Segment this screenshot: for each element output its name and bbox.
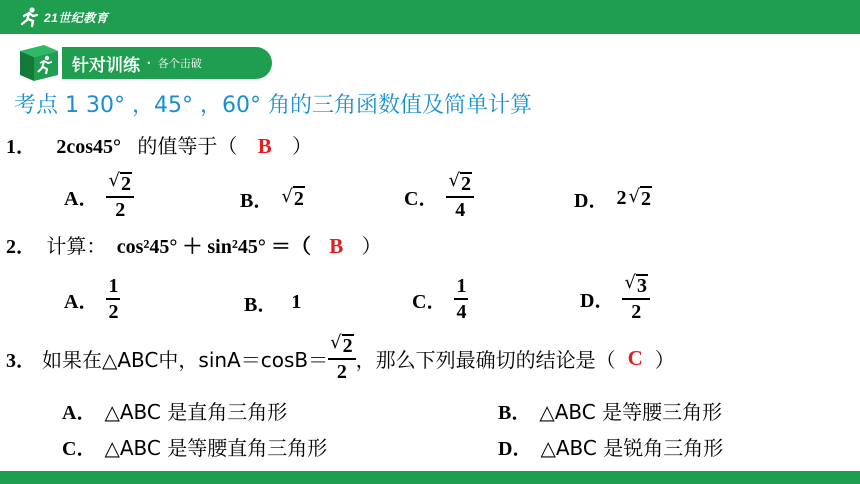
option-label: B． [244,294,278,316]
option-label: A． [64,290,99,313]
question-close: ） [292,134,313,158]
q3-option-b [498,396,722,425]
fraction-numerator: 3 [636,275,647,297]
sqrt-sign: √ [448,170,460,191]
answer-mark: B [329,234,344,258]
option-text: △ABC 是锐角三角形 [540,436,724,460]
fraction [446,172,473,220]
sqrt-sign: √ [624,272,636,293]
option-label: A． [62,402,97,424]
site-logo [18,5,108,29]
fraction-numerator: 2 [460,173,471,195]
q3-option-d [498,432,723,461]
coefficient: 2 [616,187,627,209]
banner-subtitle: 各个击破 [157,57,202,70]
question-text: 计算： [46,234,107,258]
q3-option-c [62,432,327,461]
question-2 [6,230,382,259]
option-label: C． [412,290,447,313]
option-label: A． [64,187,99,210]
fraction-numerator: 1 [106,276,120,300]
question-text-cont: ，那么下列最确切的结论是（ [355,347,616,372]
q1-option-c [404,172,474,220]
option-label: D． [580,289,615,312]
option-value: 1 [291,291,302,313]
bottom-footer-bar [0,471,860,484]
question-text: 的值等于（ [137,134,238,158]
option-label: D． [498,438,533,460]
fraction-denominator: 2 [336,361,347,383]
fraction [454,276,468,322]
question-text: 如果在△ABC中，sinA＝cosB＝ [42,347,329,372]
option-text: △ABC 是等腰三角形 [539,400,723,424]
sqrt-expression [628,186,651,211]
radicand: 2 [640,188,651,210]
sqrt-sign: √ [628,186,640,207]
cube-runner-icon [14,43,64,83]
banner-title: 针对训练 [72,55,140,76]
sqrt-sign: √ [281,186,293,207]
option-text: △ABC 是直角三角形 [104,400,288,424]
option-label: B． [240,190,274,212]
option-label: C． [404,187,439,210]
question-1 [6,130,312,159]
fraction-denominator: 2 [108,301,119,323]
question-close: ） [654,347,675,372]
fraction [622,274,649,322]
fraction-numerator: 2 [120,173,131,195]
option-label: B． [498,402,532,424]
banner-separator: · [146,52,152,74]
logo-text: 21世纪教育 [44,10,109,25]
radicand: 2 [293,188,304,210]
answer-mark: C [627,345,643,370]
question-close: ） [361,234,382,258]
question-number: 1． [6,136,36,158]
fraction-numerator: 1 [454,276,468,300]
q2-option-d [580,274,650,322]
question-3 [6,334,675,382]
question-number: 2． [6,236,36,258]
option-label: C． [62,438,97,460]
question-number: 3． [6,349,36,372]
q2-option-a [64,276,120,322]
fraction [328,334,355,382]
q3-option-a [62,396,287,425]
q1-option-b [240,184,305,213]
fraction-numerator: 2 [342,335,353,357]
fraction [106,172,133,220]
option-text: △ABC 是等腰直角三角形 [104,436,328,460]
fraction-denominator: 4 [456,301,467,323]
fraction [106,276,120,322]
sqrt-expression [281,186,304,211]
fraction-denominator: 4 [455,199,466,221]
banner-tab [62,47,272,79]
answer-mark: B [257,134,272,158]
top-header-bar [0,0,860,34]
q1-option-d [574,184,652,213]
option-label: D． [574,190,609,212]
sqrt-sign: √ [108,170,120,191]
fraction-denominator: 2 [631,301,642,323]
topic-heading: 考点 1 30° ，45° ，60° 角的三角函数值及简单计算 [14,93,532,118]
q1-option-a [64,172,134,220]
question-expression: cos²45° ＋ sin²45° ＝（ [116,236,311,258]
sqrt-sign: √ [330,332,342,353]
q2-option-b [244,288,301,317]
q2-option-c [412,276,468,322]
fraction-denominator: 2 [115,199,126,221]
section-banner [14,43,274,83]
question-expression: 2cos45° [56,136,122,158]
runner-icon [18,6,40,28]
